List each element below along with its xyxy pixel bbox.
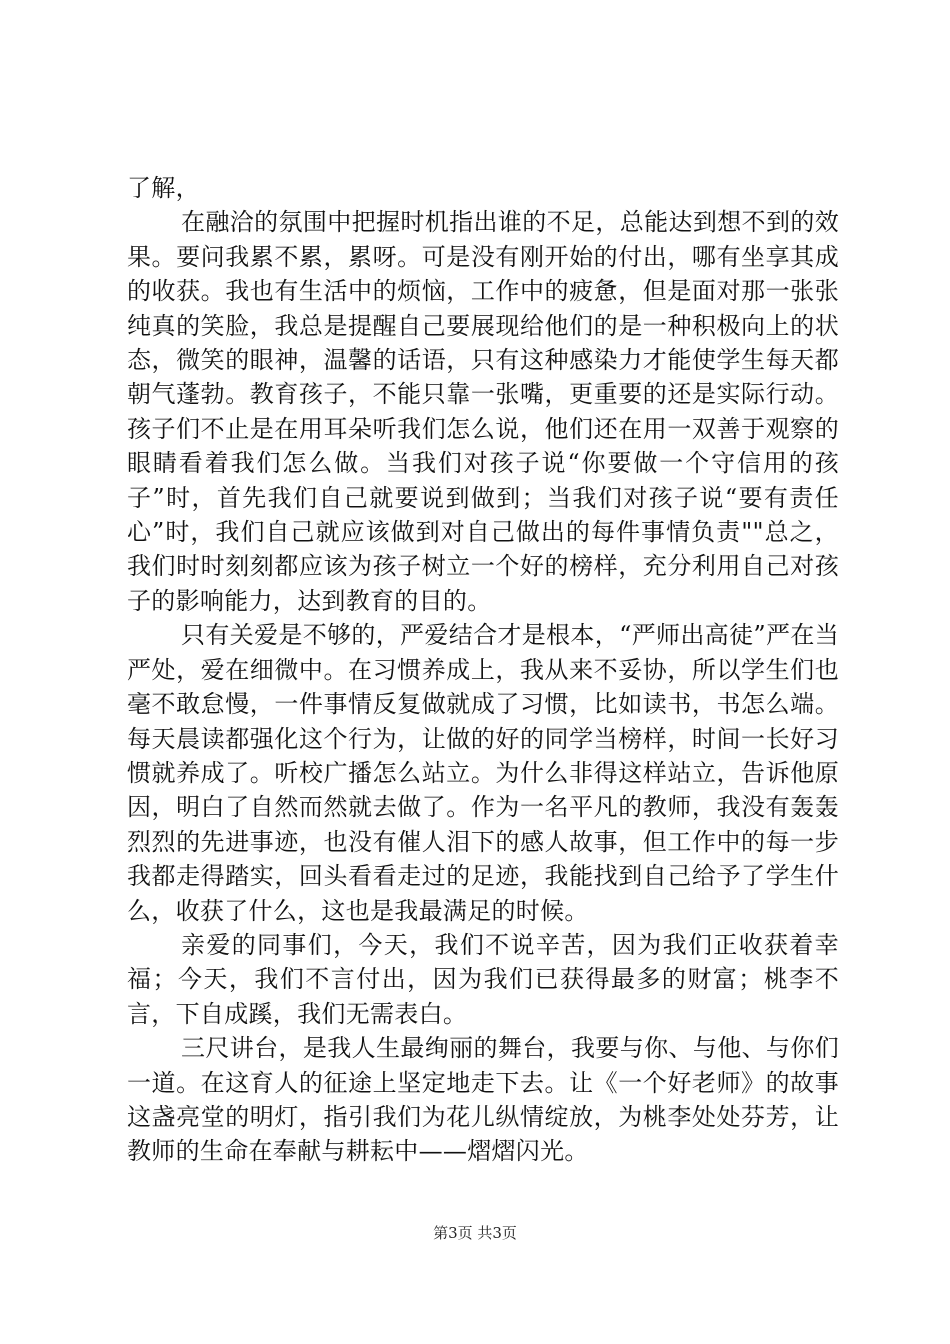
document-body (127, 171, 839, 1169)
paragraph-strict-love: 只有关爱是不够的，严爱结合才是根本，“严师出高徒”严在当严处，爱在细微中。在习惯养成上，我从来不妥协，所以学生们也毫不敢怠慢，一件事情反复做就成了习惯，比如读书，书怎么端。每天晨读都强化这个行为，让做的好的同学当榜样，时间一长好习惯就养成了。听校广播怎么站立。为什么非得这样站立，告诉他原因，明白了自然而然就去做了。作为一名平凡的教师，我没有轰轰烈烈的先进事迹，也没有催人泪下的感人故事，但工作中的每一步我都走得踏实，回头看看走过的足迹，我能找到自己给予了学生什么，收获了什么，这也是我最满足的时候。 (127, 621, 839, 925)
paragraph-conclusion: 三尺讲台，是我人生最绚丽的舞台，我要与你、与他、与你们一道。在这育人的征途上坚定地走下去。让《一个好老师》的故事这盏亮堂的明灯，指引我们为花儿纵情绽放，为桃李处处芬芳，让教师的生命在奉献与耕耘中——熠熠闪光。 (127, 1034, 839, 1166)
page-footer (0, 1222, 950, 1243)
paragraph-continuation: 了解， (127, 174, 200, 202)
page-number-label: 第3页 共3页 (433, 1224, 517, 1242)
paragraph-colleagues: 亲爱的同事们，今天，我们不说辛苦，因为我们正收获着幸福；今天，我们不言付出，因为我们已获得最多的财富；桃李不言，下自成蹊，我们无需表白。 (127, 930, 839, 1028)
paragraph-example-teaching: 在融洽的氛围中把握时机指出谁的不足，总能达到想不到的效果。要问我累不累，累呀。可是没有刚开始的付出，哪有坐享其成的收获。我也有生活中的烦恼，工作中的疲惫，但是面对那一张张纯真的笑脸，我总是提醒自己要展现给他们的是一种积极向上的状态，微笑的眼神，温馨的话语，只有这种感染力才能使学生每天都朝气蓬勃。教育孩子，不能只靠一张嘴，更重要的还是实际行动。孩子们不止是在用耳朵听我们怎么说，他们还在用一双善于观察的眼睛看着我们怎么做。当我们对孩子说“你要做一个守信用的孩子”时，首先我们自己就要说到做到；当我们对孩子说“要有责任心”时，我们自己就应该做到对自己做出的每件事情负责""总之，我们时时刻刻都应该为孩子树立一个好的榜样，充分利用自己对孩子的影响能力，达到教育的目的。 (127, 208, 839, 615)
